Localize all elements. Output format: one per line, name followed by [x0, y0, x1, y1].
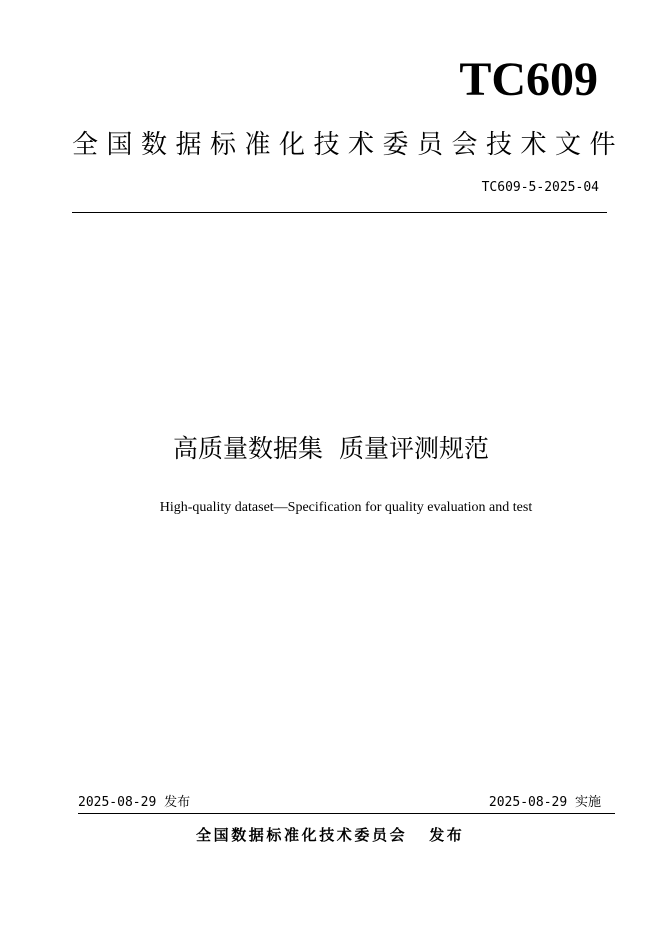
publish-date: 2025-08-29 发布	[78, 795, 191, 810]
top-divider	[72, 212, 607, 213]
date-row	[78, 794, 601, 812]
bottom-divider	[78, 813, 615, 814]
organization-title: 全国数据标准化技术委员会技术文件	[72, 130, 625, 160]
committee-code: TC609	[459, 53, 598, 106]
document-title-chinese: 高质量数据集 质量评测规范	[173, 434, 489, 463]
publisher-organization: 全国数据标准化技术委员会	[196, 826, 408, 844]
publisher-action: 发布	[429, 826, 465, 844]
document-title-english: High-quality dataset—Specification for quality evaluation and test	[159, 500, 533, 515]
implement-date: 2025-08-29 实施	[488, 795, 601, 810]
publisher	[196, 824, 464, 846]
document-number: TC609-5-2025-04	[481, 180, 599, 195]
